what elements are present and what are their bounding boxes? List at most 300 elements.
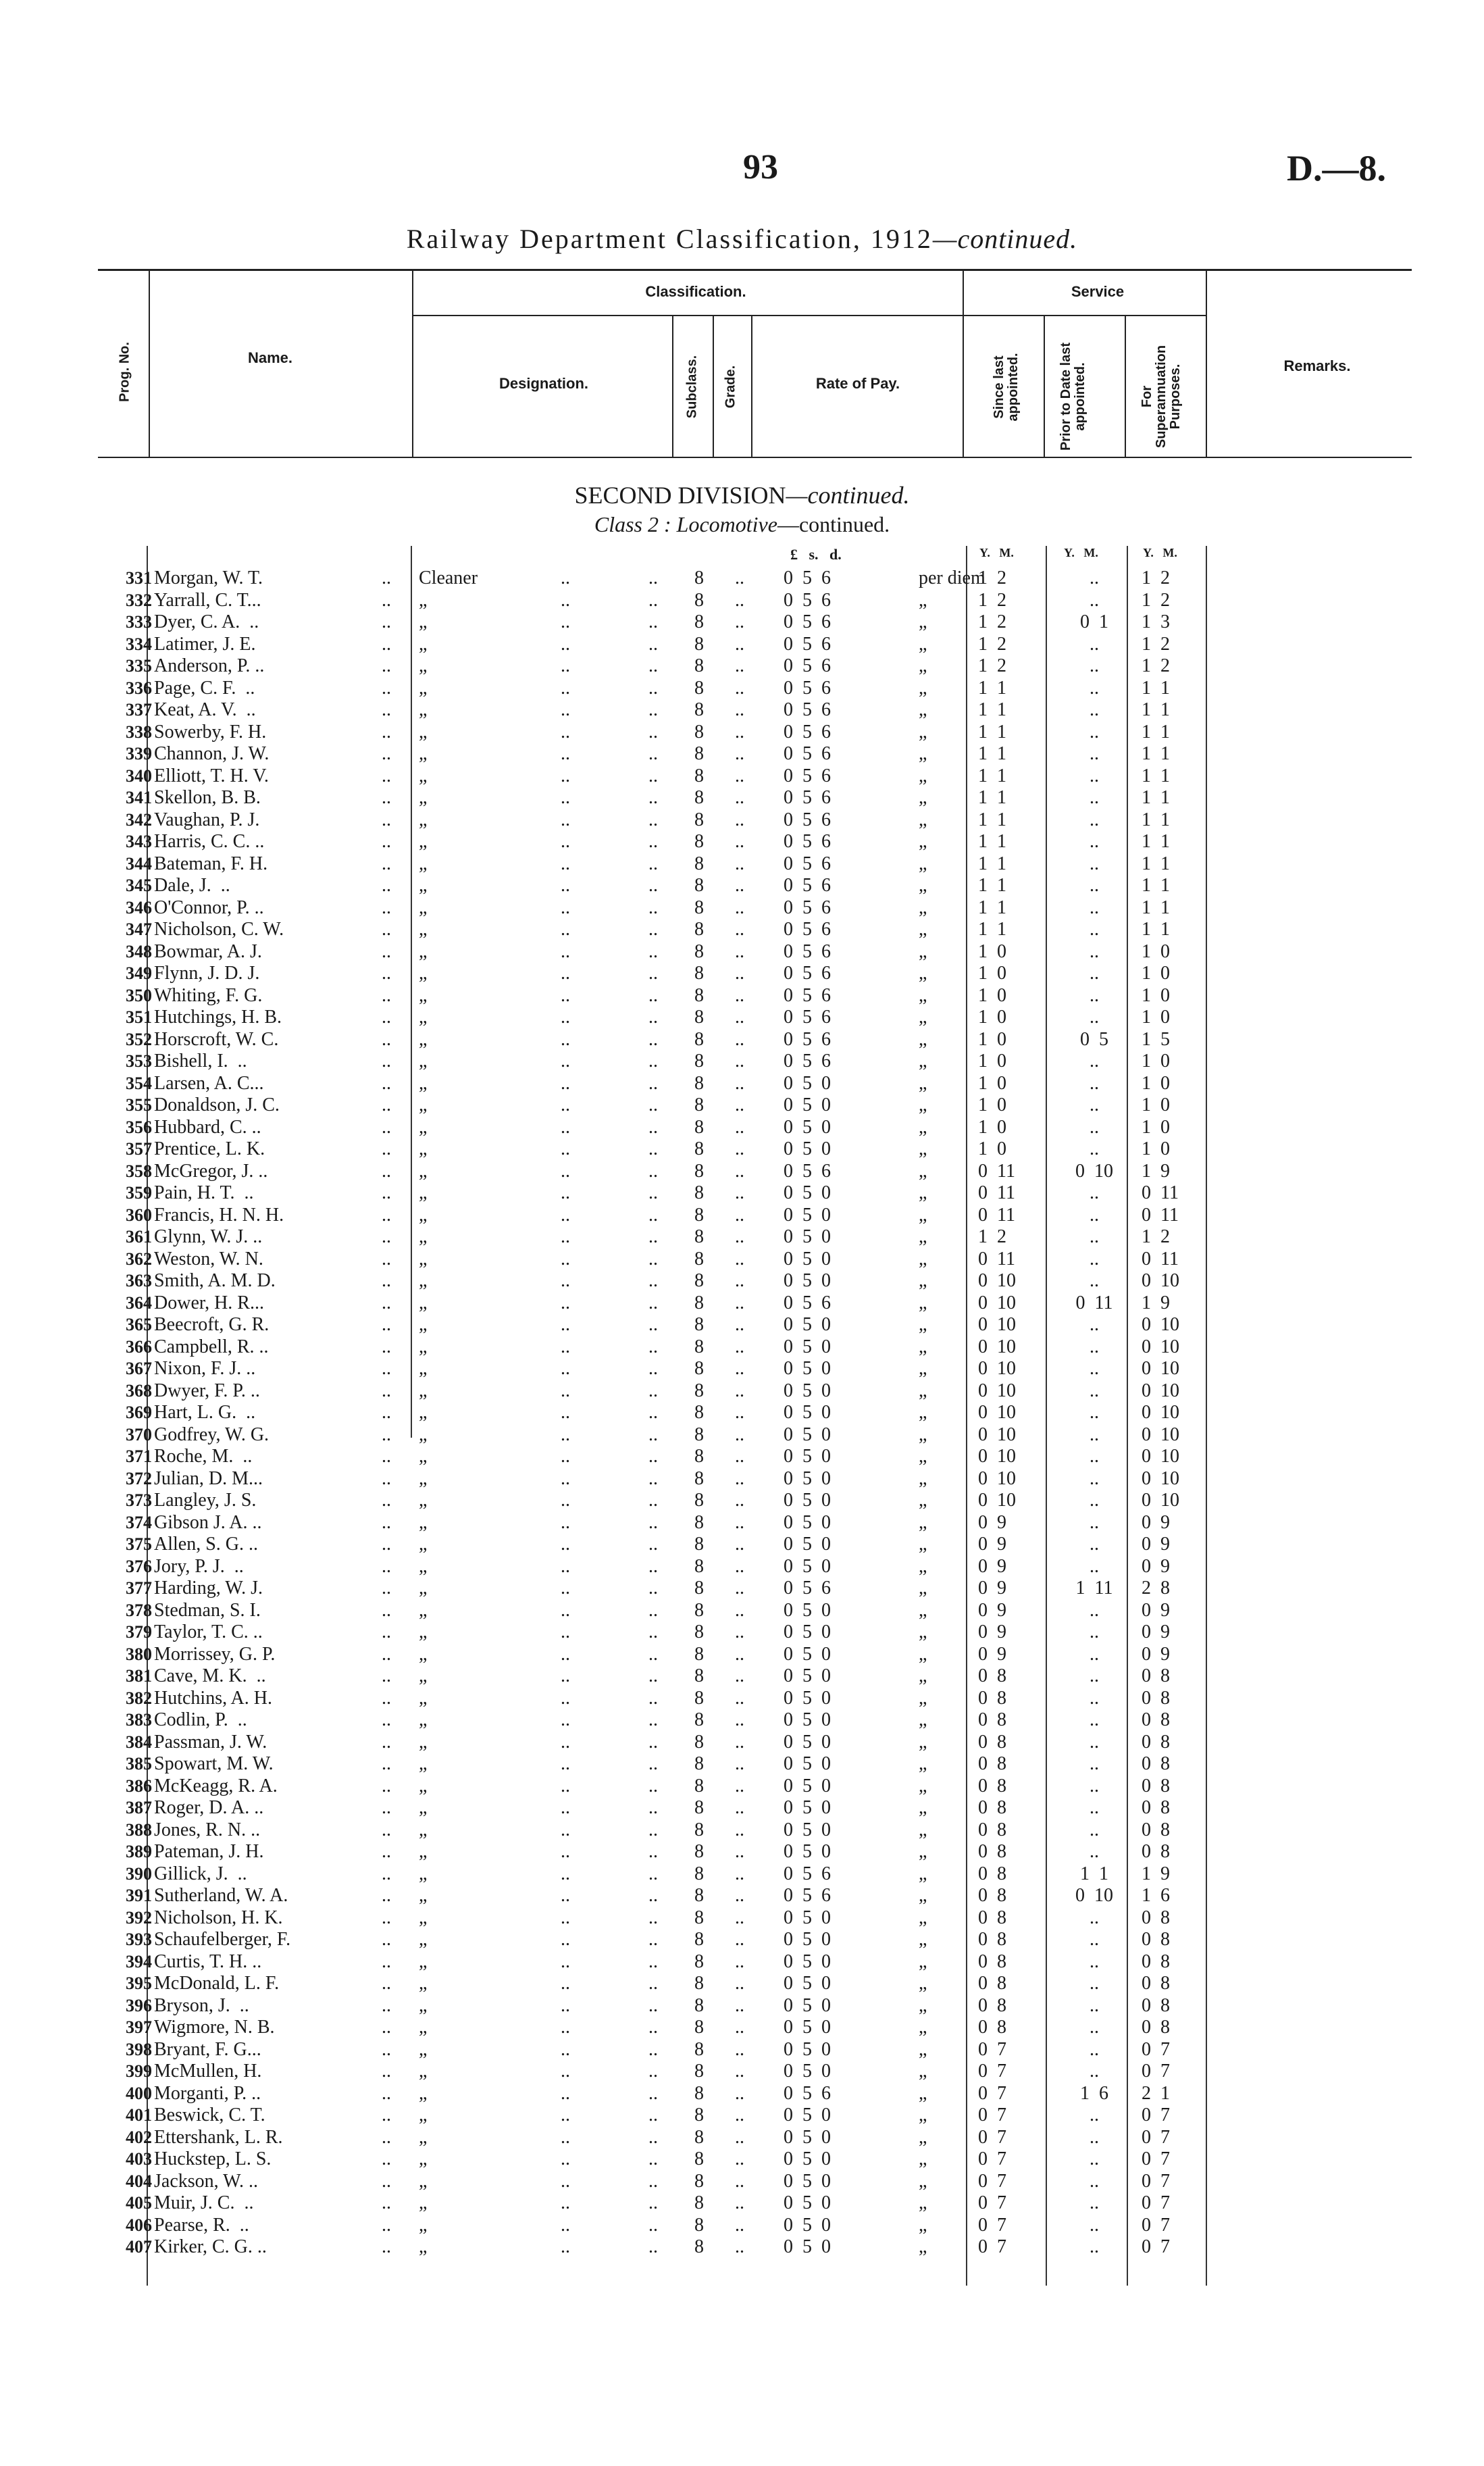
service-prior: .. [1090,1709,1099,1730]
table-row [0,1797,1484,1819]
prog-no: 372 [126,1468,152,1488]
rate-unit: „ [919,1270,927,1291]
prog-no: 407 [126,2237,152,2257]
table-row [0,831,1484,853]
leader-dots: .. [382,589,391,611]
service-super: 0 10 [1142,1358,1179,1379]
grade-dots: .. [735,1292,744,1313]
designation: „ [419,2061,428,2082]
service-super: 0 8 [1142,1951,1170,1972]
service-since: 0 7 [978,2126,1006,2148]
leader-dots: .. [648,1731,658,1753]
subclass: 8 [694,1973,704,1994]
table-row [0,1380,1484,1403]
subclass: 8 [694,1204,704,1226]
grade-dots: .. [735,633,744,655]
service-super: 1 0 [1142,1051,1170,1072]
rate-unit: „ [919,1138,927,1159]
prog-no: 394 [126,1951,152,1971]
service-prior: .. [1090,831,1099,852]
grade-dots: .. [735,1490,744,1511]
prog-no: 364 [126,1292,152,1313]
staff-name: Smith, A. M. D. [154,1270,276,1291]
designation: „ [419,1028,428,1050]
rate-unit: „ [919,1226,927,1247]
designation: „ [419,809,428,830]
service-since: 1 0 [978,1051,1006,1072]
rate-of-pay: 0 5 6 [784,809,831,830]
leader-dots: .. [382,831,391,852]
rate-unit: „ [919,2082,927,2104]
staff-name: Huckstep, L. S. [154,2148,272,2169]
leader-dots: .. [648,1248,658,1269]
designation: „ [419,2105,428,2125]
service-since: 1 1 [978,919,1006,940]
service-since: 0 9 [978,1599,1006,1621]
subclass: 8 [694,633,704,655]
leader-dots: .. [648,940,658,962]
leader-dots: .. [382,1072,391,1094]
table-row [0,1995,1484,2017]
leader-dots: .. [648,2148,658,2169]
prog-no: 381 [126,1666,152,1686]
grade-dots: .. [735,765,744,786]
rate-unit: „ [919,743,927,764]
service-prior: .. [1090,875,1099,896]
rate-unit: „ [919,1534,927,1555]
service-super: 0 8 [1142,1687,1170,1709]
service-super: 0 9 [1142,1599,1170,1621]
leader-dots: .. [648,1555,658,1577]
service-since: 0 11 [978,1248,1015,1269]
leader-dots: .. [382,1226,391,1247]
prog-no: 401 [126,2105,152,2125]
leader-dots: .. [382,1555,391,1577]
leader-dots: .. [648,1028,658,1050]
staff-name: Keat, A. V. .. [154,699,256,720]
leader-dots: .. [648,1138,658,1159]
leader-dots: .. [561,1775,570,1796]
table-row [0,1249,1484,1271]
service-super: 0 9 [1142,1511,1170,1533]
rate-unit: „ [919,1446,927,1467]
table-row [0,611,1484,634]
grade-dots: .. [735,1051,744,1072]
subclass: 8 [694,875,704,896]
designation: „ [419,1424,428,1445]
service-since: 0 9 [978,1511,1006,1533]
staff-name: Morgan, W. T. [154,568,263,588]
leader-dots: .. [561,940,570,962]
leader-dots: .. [561,1731,570,1753]
leader-dots: .. [382,1534,391,1555]
grade-dots: .. [735,1973,744,1994]
rate-of-pay: 0 5 6 [784,568,831,588]
page-title [0,223,1484,255]
service-since: 0 8 [978,1929,1006,1950]
rate-of-pay: 0 5 0 [784,1138,831,1159]
subclass: 8 [694,2105,704,2125]
service-super: 1 2 [1142,633,1170,655]
staff-name: Codlin, P. .. [154,1709,247,1730]
leader-dots: .. [561,1907,570,1928]
leader-dots: .. [382,1775,391,1796]
leader-dots: .. [561,1160,570,1182]
subclass: 8 [694,1797,704,1818]
rate-of-pay: 0 5 0 [784,1402,831,1423]
service-super: 0 9 [1142,1534,1170,1555]
grade-dots: .. [735,1599,744,1621]
leader-dots: .. [382,1402,391,1423]
staff-name: Roche, M. .. [154,1446,253,1467]
table-row [0,1073,1484,1095]
rate-of-pay: 0 5 0 [784,1116,831,1138]
leader-dots: .. [561,2170,570,2192]
rate-unit: „ [919,1907,927,1928]
designation: „ [419,1665,428,1686]
prog-no: 355 [126,1095,152,1115]
table-row [0,1270,1484,1292]
leader-dots: .. [561,1929,570,1950]
subclass: 8 [694,2192,704,2213]
class-name: Locomotive [676,512,777,536]
subclass: 8 [694,1248,704,1269]
leader-dots: .. [561,1051,570,1072]
rate-unit: „ [919,1973,927,1994]
service-super: 0 8 [1142,1709,1170,1730]
table-row [0,1205,1484,1227]
grade-dots: .. [735,831,744,852]
service-prior: .. [1090,2105,1099,2125]
grade-dots: .. [735,1446,744,1467]
rate-of-pay: 0 5 6 [784,1863,831,1884]
grade-dots: .. [735,1402,744,1423]
grade-dots: .. [735,1797,744,1818]
prog-no: 402 [126,2127,152,2147]
service-super: 0 9 [1142,1621,1170,1642]
page-number: 93 [743,148,778,186]
prog-no: 369 [126,1403,152,1422]
table-row [0,1534,1484,1556]
designation: „ [419,743,428,764]
rate-unit: „ [919,1314,927,1335]
staff-name: Schaufelberger, F. [154,1929,291,1950]
subclass: 8 [694,1072,704,1094]
service-super: 1 1 [1142,831,1170,852]
subclass: 8 [694,1753,704,1774]
leader-dots: .. [648,1775,658,1796]
leader-dots: .. [561,1599,570,1621]
rate-unit: „ [919,853,927,874]
grade-dots: .. [735,919,744,940]
leader-dots: .. [648,1863,658,1884]
prog-no: 345 [126,876,152,895]
service-since: 0 10 [978,1402,1016,1423]
staff-name: Wigmore, N. B. [154,2017,275,2038]
designation: „ [419,853,428,874]
grade-dots: .. [735,1863,744,1884]
service-since: 1 1 [978,787,1006,808]
service-since: 0 7 [978,2214,1006,2236]
service-since: 0 10 [978,1270,1016,1291]
service-super: 1 0 [1142,963,1170,984]
service-prior: .. [1090,1511,1099,1533]
leader-dots: .. [382,721,391,743]
leader-dots: .. [561,831,570,852]
staff-name: Dale, J. .. [154,875,230,896]
classification-header: Classification. [645,283,746,300]
leader-dots: .. [382,984,391,1006]
staff-name: Bryson, J. .. [154,1994,249,2016]
service-since: 0 10 [978,1467,1016,1489]
service-since: 1 1 [978,743,1006,764]
prog-no: 334 [126,634,152,654]
service-super: 1 1 [1142,677,1170,699]
table-row [0,1182,1484,1205]
rate-unit: „ [919,2192,927,2213]
rate-of-pay: 0 5 0 [784,1226,831,1247]
rate-unit: „ [919,765,927,786]
grade-dots: .. [735,1204,744,1226]
subclass: 8 [694,1467,704,1489]
service-since: 1 0 [978,1138,1006,1159]
staff-name: Bowmar, A. J. [154,940,262,962]
subclass: 8 [694,1094,704,1115]
service-since: 1 0 [978,984,1006,1006]
prog-no: 385 [126,1754,152,1773]
staff-name: Larsen, A. C... [154,1072,264,1094]
service-super: 0 8 [1142,1775,1170,1796]
service-super: 0 8 [1142,1665,1170,1686]
service-since: 0 8 [978,1775,1006,1796]
designation: „ [419,1929,428,1950]
prog-no: 392 [126,1907,152,1928]
leader-dots: .. [648,1994,658,2016]
table-row [0,809,1484,832]
table-row [0,1029,1484,1051]
staff-name: Sowerby, F. H. [154,721,267,743]
table-row [0,1424,1484,1446]
service-prior: .. [1090,940,1099,962]
leader-dots: .. [561,1072,570,1094]
service-super: 0 10 [1142,1314,1179,1335]
table-row [0,1138,1484,1161]
designation: „ [419,677,428,699]
table-row [0,2171,1484,2193]
rate-of-pay: 0 5 6 [784,1885,831,1906]
subclass: 8 [694,1621,704,1642]
leader-dots: .. [648,1643,658,1665]
staff-name: Gibson J. A. .. [154,1511,262,1533]
prog-no: 370 [126,1424,152,1444]
service-super: 1 6 [1142,1885,1170,1906]
table-row [0,1051,1484,1073]
staff-name: Curtis, T. H. .. [154,1951,262,1972]
leader-dots: .. [561,1687,570,1709]
prog-no: 382 [126,1688,152,1708]
grade-header: Grade. [723,365,738,409]
staff-name: Taylor, T. C. .. [154,1621,263,1642]
service-since: 0 8 [978,1885,1006,1906]
leader-dots: .. [382,1336,391,1357]
subclass: 8 [694,1314,704,1335]
leader-dots: .. [382,2061,391,2082]
prog-no: 373 [126,1490,152,1510]
leader-dots: .. [382,1270,391,1291]
designation: „ [419,633,428,655]
staff-name: Glynn, W. J. .. [154,1226,263,1247]
subclass: 8 [694,831,704,852]
designation: „ [419,2082,428,2104]
grade-dots: .. [735,2105,744,2125]
leader-dots: .. [561,1204,570,1226]
service-super: 0 8 [1142,1907,1170,1928]
staff-name: Dwyer, F. P. .. [154,1380,260,1401]
superannuation-header: For Superannuation Purposes. [1140,345,1183,449]
rate-unit: „ [919,1380,927,1401]
grade-dots: .. [735,1094,744,1115]
prog-no: 389 [126,1842,152,1861]
rate-of-pay: 0 5 0 [784,1336,831,1357]
leader-dots: .. [561,1116,570,1138]
leader-dots: .. [648,611,658,632]
leader-dots: .. [561,2105,570,2125]
leader-dots: .. [561,2236,570,2257]
leader-dots: .. [382,1028,391,1050]
leader-dots: .. [648,1797,658,1818]
leader-dots: .. [648,1907,658,1928]
service-super: 0 10 [1142,1270,1179,1291]
rate-of-pay: 0 5 6 [784,677,831,699]
table-row [0,2215,1484,2237]
prog-no: 360 [126,1205,152,1225]
leader-dots: .. [561,1314,570,1335]
leader-dots: .. [382,919,391,940]
service-since: 1 0 [978,940,1006,962]
leader-dots: .. [561,1182,570,1203]
rate-unit: „ [919,655,927,676]
prog-no: 361 [126,1227,152,1247]
service-super: 1 1 [1142,743,1170,764]
service-prior: .. [1090,984,1099,1006]
prog-no: 356 [126,1117,152,1137]
leader-dots: .. [561,1402,570,1423]
designation: „ [419,1907,428,1928]
leader-dots: .. [561,1994,570,2016]
designation: „ [419,1973,428,1994]
table-row [0,963,1484,985]
grade-dots: .. [735,2148,744,2169]
service-super: 1 1 [1142,897,1170,918]
leader-dots: .. [648,1051,658,1072]
grade-dots: .. [735,1555,744,1577]
subclass: 8 [694,1863,704,1884]
subclass: 8 [694,1138,704,1159]
service-since: 1 2 [978,1226,1006,1247]
service-super: 0 10 [1142,1424,1179,1445]
rate-unit: „ [919,2148,927,2169]
grade-dots: .. [735,1709,744,1730]
leader-dots: .. [561,1578,570,1599]
leader-dots: .. [561,655,570,676]
service-since: 1 1 [978,809,1006,830]
grade-dots: .. [735,1248,744,1269]
service-prior: .. [1090,1051,1099,1072]
leader-dots: .. [382,787,391,808]
grade-dots: .. [735,699,744,720]
leader-dots: .. [561,1226,570,1247]
table-row [0,985,1484,1007]
leader-dots: .. [561,1819,570,1840]
designation: „ [419,1555,428,1577]
leader-dots: .. [648,1578,658,1599]
service-super: 0 10 [1142,1402,1179,1423]
rate-of-pay: 0 5 0 [784,1841,831,1862]
staff-name: Donaldson, J. C. [154,1094,280,1115]
prog-no: 400 [126,2083,152,2103]
rate-unit: „ [919,1643,927,1665]
service-since: 0 8 [978,1709,1006,1730]
staff-name: Kirker, C. G. .. [154,2236,267,2257]
rate-unit: „ [919,611,927,632]
staff-name: Julian, D. M... [154,1467,263,1489]
leader-dots: .. [382,2236,391,2257]
rate-of-pay: 0 5 0 [784,1797,831,1818]
service-since: 0 9 [978,1621,1006,1642]
service-super: 1 9 [1142,1863,1170,1884]
service-super: 1 0 [1142,1116,1170,1138]
leader-dots: .. [648,765,658,786]
grade-dots: .. [735,1028,744,1050]
leader-dots: .. [648,1446,658,1467]
prog-no: 391 [126,1886,152,1905]
service-super: 1 1 [1142,919,1170,940]
money-units: £ s. d. [790,546,842,563]
leader-dots: .. [382,568,391,588]
grade-dots: .. [735,611,744,632]
rate-unit: „ [919,919,927,940]
service-since: 0 7 [978,2148,1006,2169]
prog-no: 353 [126,1051,152,1071]
service-since: 0 8 [978,1687,1006,1709]
staff-name: Langley, J. S. [154,1490,257,1511]
subclass: 8 [694,2214,704,2236]
service-since: 0 8 [978,1731,1006,1753]
leader-dots: .. [561,1138,570,1159]
table-row [0,722,1484,744]
grade-dots: .. [735,1929,744,1950]
class-line [0,512,1484,537]
section-title-main: SECOND DIVISION [574,482,786,509]
leader-dots: .. [382,1314,391,1335]
rate-of-pay: 0 5 0 [784,1687,831,1709]
service-since: 0 10 [978,1446,1016,1467]
leader-dots: .. [382,1643,391,1665]
service-prior: .. [1090,1621,1099,1642]
prog-no: 331 [126,568,152,588]
section-title [0,481,1484,509]
grade-dots: .. [735,1687,744,1709]
table-row [0,590,1484,612]
service-super: 0 10 [1142,1380,1179,1401]
staff-table [0,568,1484,2259]
service-super: 0 7 [1142,2038,1170,2060]
rate-unit: „ [919,721,927,743]
rate-of-pay: 0 5 0 [784,1072,831,1094]
service-prior: .. [1090,633,1099,655]
service-prior: 0 1 [1080,611,1108,632]
designation: „ [419,1841,428,1862]
